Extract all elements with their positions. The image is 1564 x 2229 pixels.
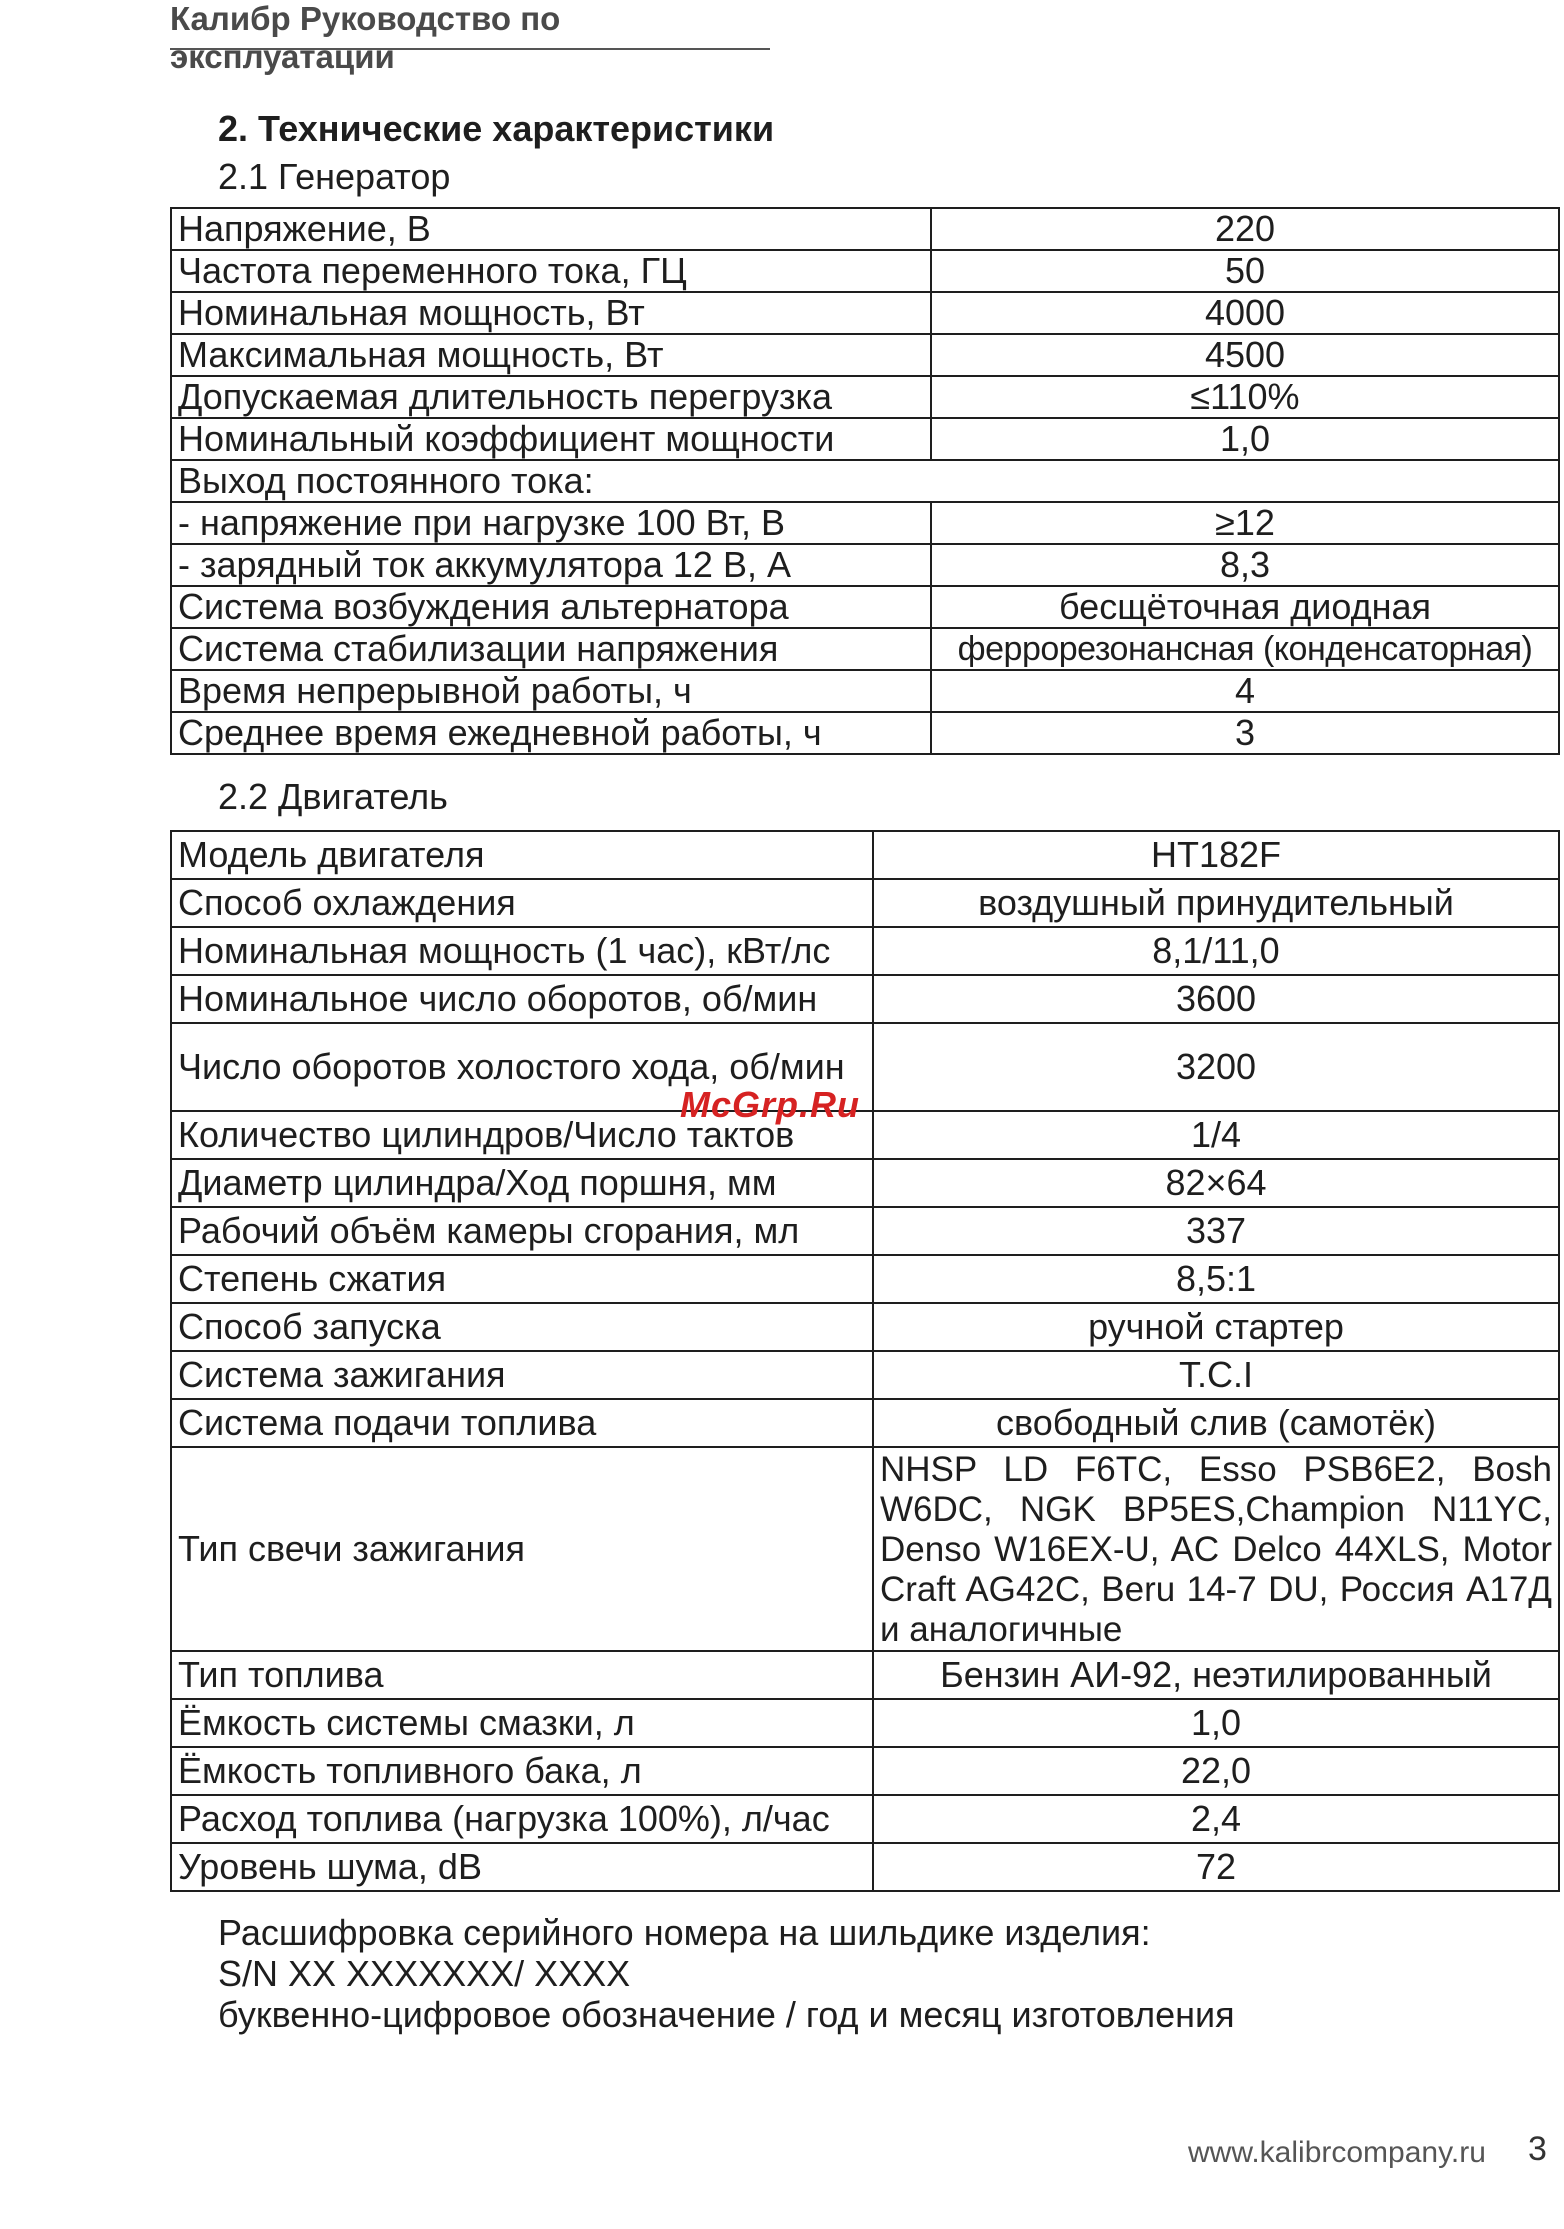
table-row xyxy=(171,1699,1559,1747)
spec-value: воздушный принудительный xyxy=(873,879,1559,927)
spec-label: Количество цилиндров/Число тактов xyxy=(171,1111,873,1159)
table-row xyxy=(171,1023,1559,1111)
table-row xyxy=(171,418,1559,460)
spec-label: Номинальная мощность (1 час), кВт/лс xyxy=(171,927,873,975)
spec-label: Среднее время ежедневной работы, ч xyxy=(171,712,931,754)
spec-label: Номинальная мощность, Вт xyxy=(171,292,931,334)
spec-value: HT182F xyxy=(873,831,1559,879)
spec-value: 3600 xyxy=(873,975,1559,1023)
spec-label: Способ запуска xyxy=(171,1303,873,1351)
serial-description: буквенно-цифровое обозначение / год и месяц изготовления xyxy=(218,1994,1235,2035)
generator-spec-table xyxy=(170,207,1560,755)
page-header xyxy=(170,0,770,75)
table-row xyxy=(171,1447,1559,1651)
serial-format: S/N XX XXXXXXX/ XXXX xyxy=(218,1953,631,1994)
spec-value: 4000 xyxy=(931,292,1559,334)
table-row xyxy=(171,1255,1559,1303)
engine-spec-table xyxy=(170,830,1560,1892)
spec-value: T.C.I xyxy=(873,1351,1559,1399)
table-row xyxy=(171,502,1559,544)
spec-label: Время непрерывной работы, ч xyxy=(171,670,931,712)
generator-heading: 2.1 Генератор xyxy=(218,156,451,197)
spec-value: ручной стартер xyxy=(873,1303,1559,1351)
spec-value: 22,0 xyxy=(873,1747,1559,1795)
spec-label: Ёмкость топливного бака, л xyxy=(171,1747,873,1795)
table-row xyxy=(171,628,1559,670)
spec-label: Модель двигателя xyxy=(171,831,873,879)
spec-value: 82×64 xyxy=(873,1159,1559,1207)
spec-value: ≤110% xyxy=(931,376,1559,418)
spec-value: 1/4 xyxy=(873,1111,1559,1159)
table-row xyxy=(171,1207,1559,1255)
spec-value: 72 xyxy=(873,1843,1559,1891)
table-row xyxy=(171,460,1559,502)
spec-label: - зарядный ток аккумулятора 12 В, А xyxy=(171,544,931,586)
spec-label: Номинальный коэффициент мощности xyxy=(171,418,931,460)
serial-number-info xyxy=(218,1912,1235,2035)
spec-value: 8,3 xyxy=(931,544,1559,586)
spec-value: 3 xyxy=(931,712,1559,754)
spec-label: Система возбуждения альтернатора xyxy=(171,586,931,628)
spec-value: 4 xyxy=(931,670,1559,712)
table-row xyxy=(171,1159,1559,1207)
spec-label: Допускаемая длительность перегрузка xyxy=(171,376,931,418)
table-row xyxy=(171,1303,1559,1351)
table-row xyxy=(171,208,1559,250)
spec-label: Рабочий объём камеры сгорания, мл xyxy=(171,1207,873,1255)
spec-value: 337 xyxy=(873,1207,1559,1255)
table-row xyxy=(171,831,1559,879)
spec-group-label: Выход постоянного тока: xyxy=(171,460,1559,502)
table-row xyxy=(171,670,1559,712)
spec-value: 2,4 xyxy=(873,1795,1559,1843)
watermark: McGrp.Ru xyxy=(680,1084,861,1125)
spec-value: 1,0 xyxy=(873,1699,1559,1747)
spec-value: 8,5:1 xyxy=(873,1255,1559,1303)
spec-value: Бензин АИ-92, неэтилированный xyxy=(873,1651,1559,1699)
table-row xyxy=(171,1399,1559,1447)
spec-value: 220 xyxy=(931,208,1559,250)
table-row xyxy=(171,1747,1559,1795)
spec-label: Частота переменного тока, ГЦ xyxy=(171,250,931,292)
spec-value: 1,0 xyxy=(931,418,1559,460)
spec-label: Напряжение, В xyxy=(171,208,931,250)
spec-label: Система зажигания xyxy=(171,1351,873,1399)
table-row xyxy=(171,712,1559,754)
spec-label: Число оборотов холостого хода, об/мин xyxy=(171,1023,873,1111)
table-row xyxy=(171,1651,1559,1699)
table-row xyxy=(171,334,1559,376)
spec-label: Расход топлива (нагрузка 100%), л/час xyxy=(171,1795,873,1843)
spec-value: 50 xyxy=(931,250,1559,292)
header-title: Калибр Руководство по эксплуатации xyxy=(170,0,561,75)
spec-label: Уровень шума, dB xyxy=(171,1843,873,1891)
spec-label: Тип свечи зажигания xyxy=(171,1447,873,1651)
spec-value: 8,1/11,0 xyxy=(873,927,1559,975)
table-row xyxy=(171,1351,1559,1399)
page-number: 3 xyxy=(1528,2130,1547,2168)
footer-url: www.kalibrcompany.ru xyxy=(1188,2136,1486,2169)
spec-value: свободный слив (самотёк) xyxy=(873,1399,1559,1447)
table-row xyxy=(171,927,1559,975)
spec-label: - напряжение при нагрузке 100 Вт, В xyxy=(171,502,931,544)
table-row xyxy=(171,292,1559,334)
table-row xyxy=(171,1843,1559,1891)
spec-value: 4500 xyxy=(931,334,1559,376)
serial-heading: Расшифровка серийного номера на шильдике изделия: xyxy=(218,1912,1151,1953)
spec-label: Система подачи топлива xyxy=(171,1399,873,1447)
spec-label: Ёмкость системы смазки, л xyxy=(171,1699,873,1747)
spec-value: 3200 xyxy=(873,1023,1559,1111)
table-row xyxy=(171,1795,1559,1843)
spec-label: Система стабилизации напряжения xyxy=(171,628,931,670)
table-row xyxy=(171,376,1559,418)
engine-heading: 2.2 Двигатель xyxy=(218,776,448,817)
spec-label: Диаметр цилиндра/Ход поршня, мм xyxy=(171,1159,873,1207)
spec-label: Максимальная мощность, Вт xyxy=(171,334,931,376)
table-row xyxy=(171,975,1559,1023)
spec-value: NHSP LD F6TC, Esso PSB6E2, Bosh W6DC, NGK BP5ES,Champion N11YC, Denso W16EX-U, AC Delco 44XLS, Motor Craft AG42C, Beru 14-7 DU, Россия А17Д и аналогичные xyxy=(873,1447,1559,1651)
spec-label: Тип топлива xyxy=(171,1651,873,1699)
table-row xyxy=(171,544,1559,586)
spec-label: Номинальное число оборотов, об/мин xyxy=(171,975,873,1023)
spec-label: Способ охлаждения xyxy=(171,879,873,927)
spec-value: феррорезонансная (конденсаторная) xyxy=(931,628,1559,670)
spec-label: Степень сжатия xyxy=(171,1255,873,1303)
spec-value: бесщёточная диодная xyxy=(931,586,1559,628)
table-row xyxy=(171,879,1559,927)
spec-value: ≥12 xyxy=(931,502,1559,544)
section-title: 2. Технические характеристики xyxy=(218,108,775,149)
table-row xyxy=(171,586,1559,628)
table-row xyxy=(171,250,1559,292)
table-row xyxy=(171,1111,1559,1159)
